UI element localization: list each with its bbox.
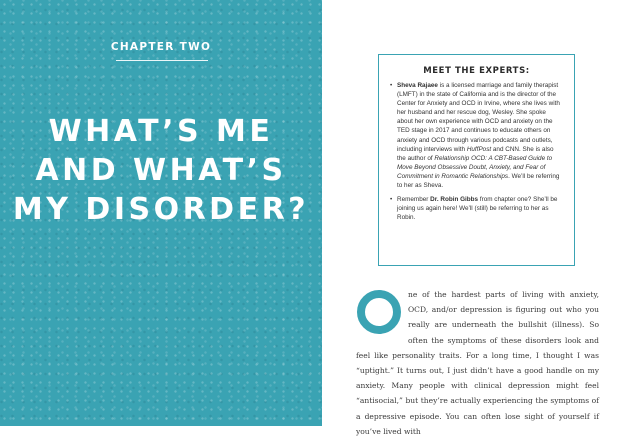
chapter-label: CHAPTER TWO [110, 41, 212, 53]
bio-text: from chapter one? She’ll be joining us again here! We’ll (still) be referring to her as Robin. [397, 196, 558, 222]
bio-italic-text: HuffPost [466, 145, 492, 153]
chapter-title-line: WHAT’S ME [48, 114, 274, 149]
expert-item [390, 195, 563, 222]
chapter-title [0, 112, 322, 229]
chapter-opener-page [0, 0, 322, 426]
expert-bio [397, 82, 560, 189]
bullet-icon: • [390, 82, 393, 89]
bio-text: is a licensed marriage and family therapist (LMFT) in the state of California and is the director of the Center for Anxiety and OCD in Irvine, where she lives with her husband and her rescue dog, Wesley. She spoke about her own experience with OCD and anxiety on the TED stage in 2017 and continues to educate others on anxiety and OCD through various podcasts and outlets, including interviews with [397, 82, 560, 153]
chapter-divider [116, 60, 208, 61]
chapter-title-line: MY DISORDER? [12, 192, 310, 227]
meet-the-experts-box [378, 54, 575, 266]
body-paragraph [356, 287, 599, 439]
body-text: ne of the hardest parts of living with anxiety, OCD, and/or depression is figuring out who you really are underneath the bullshit (illness). So often the symptoms of these disorders look and feel like personality traits. For a long time, I thought I was “uptight.” It turns out, I just didn’t have a good handle on my anxiety. Many people with clinical depression might feel “antisocial,” but they’re actually experiencing the symptoms of a depressive episode. You can often lose sight of yourself if you’ve lived with [356, 290, 599, 436]
drop-cap-o-icon [356, 289, 402, 335]
drop-cap-ring [361, 294, 397, 330]
chapter-title-line: AND WHAT’S [35, 153, 287, 188]
bullet-icon: • [390, 196, 393, 204]
bio-text: Remember [397, 196, 431, 204]
drop-cap [356, 289, 402, 335]
bio-text: and CNN. She is also the author of [397, 145, 554, 162]
bio-bold-text: Sheva Rajaee [397, 82, 438, 89]
expert-bio [397, 196, 557, 221]
experts-heading: MEET THE EXPERTS: [423, 66, 530, 76]
bio-italic-text: Relationship OCD: A CBT-Based Guide to Move Beyond Obsessive Doubt, Anxiety, and Fear of Commitment in Romantic Relationships [397, 154, 553, 180]
bio-text: . We’ll be referring to her as Sheva. [397, 172, 560, 190]
expert-item [390, 81, 563, 190]
bio-bold-text: Dr. Robin Gibbs [430, 196, 479, 204]
